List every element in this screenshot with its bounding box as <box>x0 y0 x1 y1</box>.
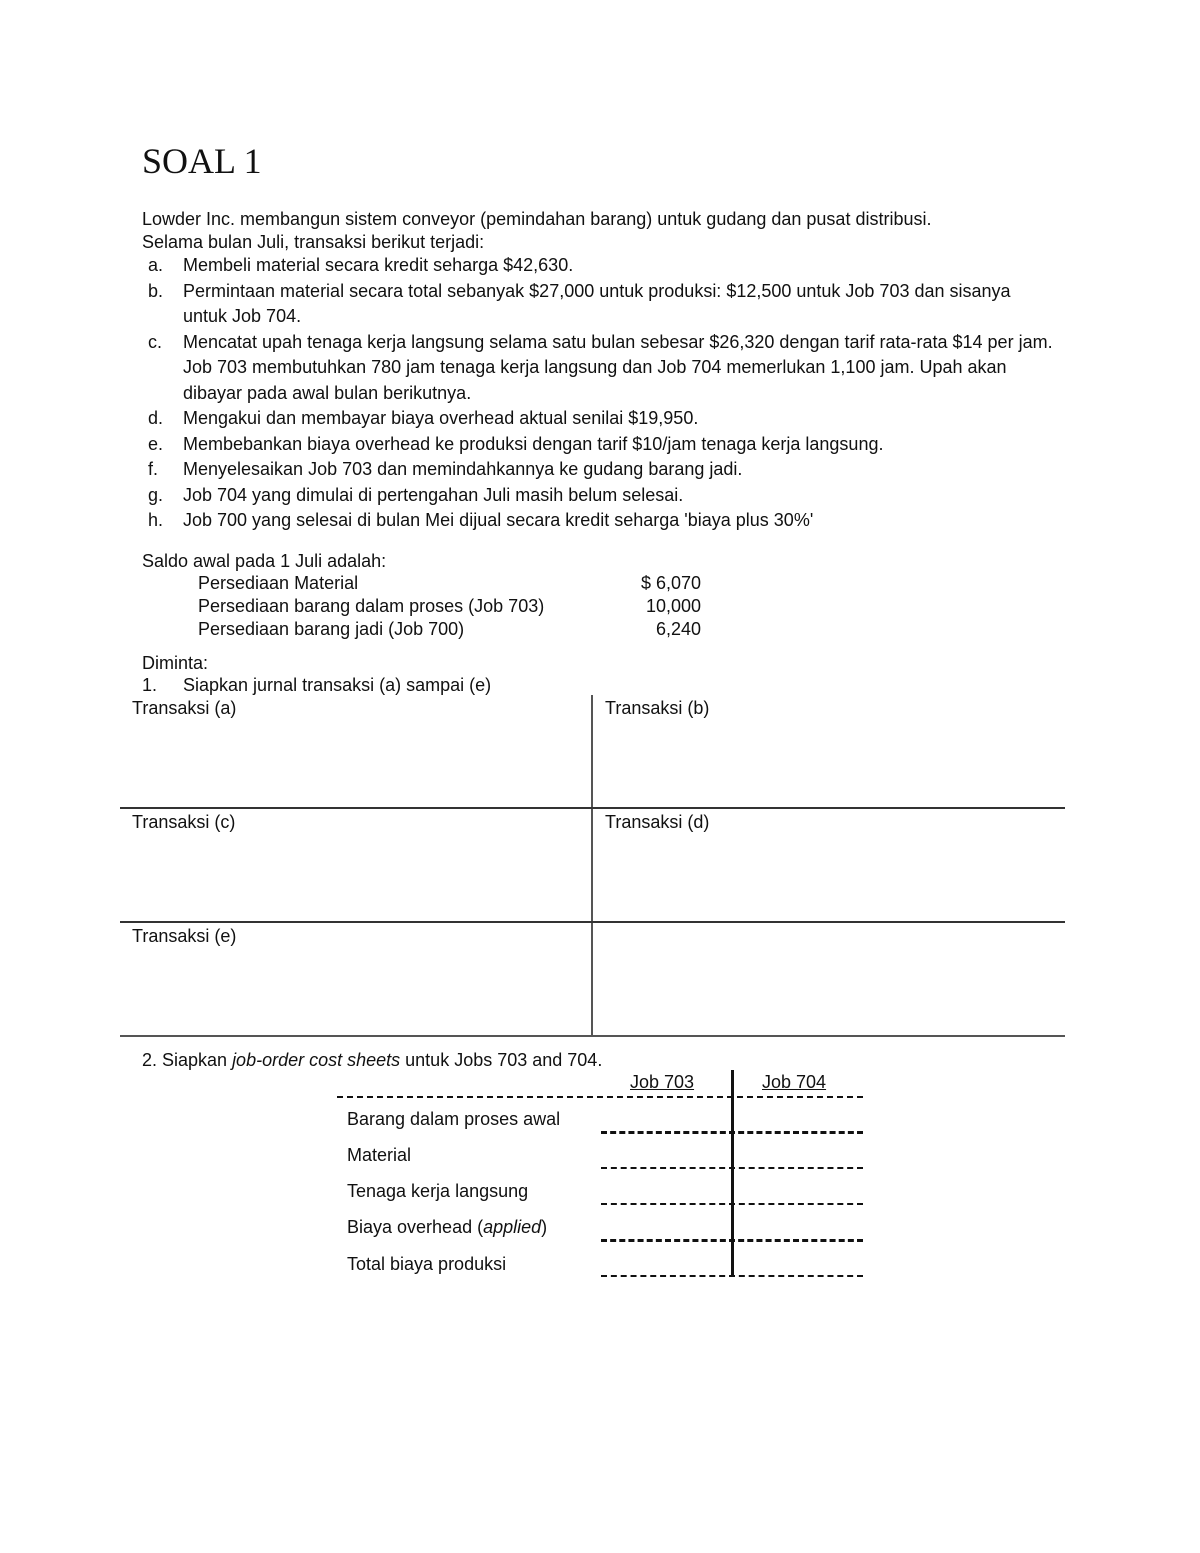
list-text: Job 700 yang selesai di bulan Mei dijual secara kredit seharga 'biaya plus 30%' <box>183 510 814 530</box>
list-marker: e. <box>148 433 164 454</box>
journal-cell-empty[interactable] <box>593 923 1065 1035</box>
answer-blank[interactable] <box>601 1203 863 1205</box>
sheet-row-label: Material <box>347 1145 412 1165</box>
sheet-row-label: Barang dalam proses awal <box>347 1109 561 1129</box>
journal-cell-a[interactable] <box>120 695 591 807</box>
journal-cell-label: Transaksi (a) <box>132 698 237 718</box>
list-item <box>142 406 1082 432</box>
list-item <box>142 432 1082 458</box>
list-text: Membeli material secara kredit seharga $42,630. <box>183 255 574 275</box>
diminta-text: Siapkan jurnal transaksi (a) sampai (e) <box>183 675 492 695</box>
list-text: Job 704 yang dimulai di pertengahan Juli masih belum selesai. <box>183 484 684 505</box>
list-item <box>142 483 1082 509</box>
list-text: Mencatat upah tenaga kerja langsung selama satu bulan sebesar $26,320 dengan tarif rata-rata $14 per jam. Job 703 membutuhkan 780 jam tenaga kerja langsung dan Job 704 memerlukan 1,100 jam. Upah akan dibayar pada awal bulan berikutnya. <box>183 331 1053 403</box>
journal-cell-e[interactable] <box>120 923 591 1035</box>
list-marker: c. <box>148 331 163 352</box>
item-2-italic: job-order cost sheets <box>232 1050 401 1070</box>
list-marker: a. <box>148 255 164 275</box>
journal-cell-b[interactable] <box>593 695 1065 807</box>
item-2-prefix: 2. Siapkan <box>142 1050 233 1070</box>
sheet-row-label: Biaya overhead ( <box>347 1217 484 1237</box>
intro-line-2: Selama bulan Juli, transaksi berikut terjadi: <box>142 232 485 252</box>
answer-blank[interactable] <box>601 1275 863 1277</box>
page-title: SOAL 1 <box>142 141 262 181</box>
list-marker: b. <box>148 280 164 301</box>
list-item <box>142 279 1082 330</box>
sheet-row-close: ) <box>541 1217 548 1237</box>
list-marker: h. <box>148 510 164 530</box>
list-item <box>142 508 1082 534</box>
item-2-suffix: untuk Jobs 703 and 704. <box>400 1050 603 1070</box>
saldo-row <box>198 595 701 618</box>
saldo-row <box>198 572 701 595</box>
saldo-heading: Saldo awal pada 1 Juli adalah: <box>142 551 387 571</box>
sheet-header-rule <box>337 1096 863 1098</box>
column-header-job-704: Job 704 <box>762 1072 827 1092</box>
intro-line-1: Lowder Inc. membangun sistem conveyor (pemindahan barang) untuk gudang dan pusat distribusi. <box>142 209 932 229</box>
journal-cell-c[interactable] <box>120 809 591 921</box>
saldo-value: 10,000 <box>645 596 701 616</box>
saldo-label: Persediaan Material <box>198 573 359 593</box>
sheet-column-divider <box>731 1070 734 1276</box>
list-marker: d. <box>148 408 164 428</box>
journal-cell-label: Transaksi (b) <box>605 698 710 718</box>
transaction-list <box>142 253 1082 534</box>
column-header-job-703: Job 703 <box>630 1072 695 1092</box>
list-text: Permintaan material secara total sebanyak $27,000 untuk produksi: $12,500 untuk Job 703 dan sisanya untuk Job 704. <box>183 280 1011 326</box>
list-text: Membebankan biaya overhead ke produksi dengan tarif $10/jam tenaga kerja langsung. <box>183 433 884 454</box>
sheet-row-overhead <box>347 1217 547 1238</box>
saldo-label: Persediaan barang jadi (Job 700) <box>198 619 465 639</box>
saldo-table <box>198 572 701 641</box>
journal-grid <box>120 695 1065 1037</box>
sheet-row-label: Tenaga kerja langsung <box>347 1181 529 1201</box>
list-marker: g. <box>148 484 164 505</box>
diminta-heading: Diminta: <box>142 653 209 673</box>
sheet-row-label: Total biaya produksi <box>347 1254 507 1274</box>
diminta-item-1 <box>142 674 491 697</box>
grid-divider <box>120 1035 1065 1037</box>
diminta-marker: 1. <box>142 675 158 695</box>
saldo-value: $ 6,070 <box>640 573 701 593</box>
journal-cell-label: Transaksi (d) <box>605 812 710 832</box>
journal-cell-label: Transaksi (c) <box>132 812 236 832</box>
answer-blank[interactable] <box>601 1131 863 1134</box>
list-text: Menyelesaikan Job 703 dan memindahkannya ke gudang barang jadi. <box>183 459 743 479</box>
answer-blank[interactable] <box>601 1167 863 1169</box>
item-2-instruction <box>142 1049 602 1072</box>
list-item <box>142 253 1082 279</box>
saldo-value: 6,240 <box>655 619 701 639</box>
saldo-label: Persediaan barang dalam proses (Job 703) <box>198 596 545 616</box>
journal-cell-d[interactable] <box>593 809 1065 921</box>
saldo-row <box>198 618 701 641</box>
list-marker: f. <box>148 459 159 479</box>
journal-cell-label: Transaksi (e) <box>132 926 237 946</box>
list-item <box>142 330 1082 407</box>
sheet-row-italic: applied <box>483 1217 542 1237</box>
list-text: Mengakui dan membayar biaya overhead aktual senilai $19,950. <box>183 408 699 428</box>
answer-blank[interactable] <box>601 1239 863 1242</box>
list-item <box>142 457 1082 483</box>
